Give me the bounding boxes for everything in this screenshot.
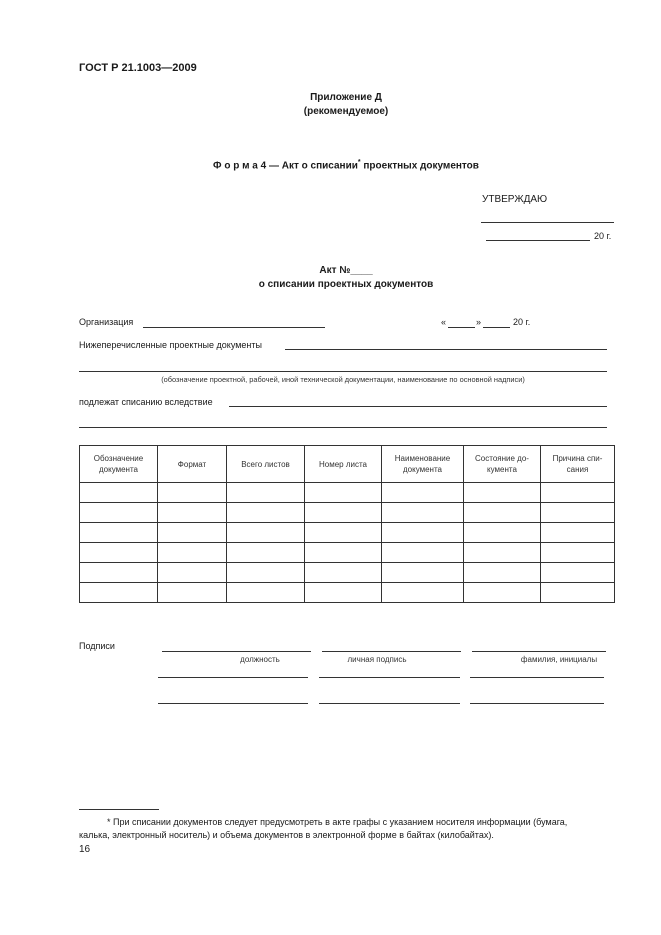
signature-position-hint: должность bbox=[240, 655, 280, 664]
signature-name-line-1[interactable] bbox=[472, 651, 606, 652]
table-cell[interactable] bbox=[80, 563, 158, 583]
organization-field[interactable] bbox=[143, 327, 325, 328]
table-cell[interactable] bbox=[227, 483, 305, 503]
act-subject: о списании проектных документов bbox=[258, 279, 434, 290]
date-open-quote: « bbox=[441, 317, 447, 327]
footnote-mark: * bbox=[357, 159, 361, 166]
date-day-field[interactable] bbox=[448, 327, 475, 328]
form-title-suffix: проектных документов bbox=[360, 160, 479, 172]
standard-number: ГОСТ Р 21.1003—2009 bbox=[79, 62, 197, 74]
date-month-field[interactable] bbox=[483, 327, 510, 328]
act-number: Акт №____ bbox=[319, 265, 373, 276]
table-cell[interactable] bbox=[382, 503, 464, 523]
table-cell[interactable] bbox=[541, 543, 615, 563]
table-cell[interactable] bbox=[158, 543, 227, 563]
signature-position-line-2[interactable] bbox=[158, 677, 308, 678]
table-cell[interactable] bbox=[227, 543, 305, 563]
documents-table bbox=[79, 445, 615, 603]
signatures-label: Подписи bbox=[79, 641, 115, 651]
organization-label: Организация bbox=[79, 317, 134, 327]
footnote-line-2: калька, электронный носитель) и объема документов в электронной форме в байтах (килобайтах). bbox=[79, 830, 494, 840]
documents-field[interactable] bbox=[285, 349, 607, 350]
table-cell[interactable] bbox=[382, 543, 464, 563]
col-total-sheets: Всего листов bbox=[227, 446, 305, 483]
table-cell[interactable] bbox=[305, 483, 382, 503]
table-row bbox=[80, 563, 615, 583]
table-cell[interactable] bbox=[382, 523, 464, 543]
table-cell[interactable] bbox=[80, 503, 158, 523]
table-row bbox=[80, 583, 615, 603]
signature-sign-line-1[interactable] bbox=[322, 651, 461, 652]
table-cell[interactable] bbox=[158, 503, 227, 523]
table-cell[interactable] bbox=[382, 563, 464, 583]
table-cell[interactable] bbox=[541, 503, 615, 523]
table-cell[interactable] bbox=[305, 583, 382, 603]
date-year: 20 г. bbox=[513, 317, 531, 327]
appendix-subtitle: (рекомендуемое) bbox=[303, 106, 389, 117]
table-cell[interactable] bbox=[227, 523, 305, 543]
table-cell[interactable] bbox=[464, 543, 541, 563]
table-cell[interactable] bbox=[227, 583, 305, 603]
table-cell[interactable] bbox=[541, 483, 615, 503]
table-cell[interactable] bbox=[305, 563, 382, 583]
footnote-line-1: * При списании документов следует предусмотреть в акте графы с указанием носителя информации (бумага, bbox=[107, 817, 568, 827]
signature-sign-hint: личная подпись bbox=[347, 655, 407, 664]
approve-date-line bbox=[486, 240, 590, 241]
table-row bbox=[80, 523, 615, 543]
table-body bbox=[80, 483, 615, 603]
table-cell[interactable] bbox=[305, 543, 382, 563]
table-cell[interactable] bbox=[80, 543, 158, 563]
col-reason: Причина спи- сания bbox=[541, 446, 615, 483]
table-cell[interactable] bbox=[541, 583, 615, 603]
date-close-quote: » bbox=[476, 317, 482, 327]
documents-label: Нижеперечисленные проектные документы bbox=[79, 340, 262, 350]
documents-hint: (обозначение проектной, рабочей, иной технической документации, наименование по основной надписи) bbox=[161, 375, 525, 384]
reason-field[interactable] bbox=[229, 406, 607, 407]
table-row bbox=[80, 483, 615, 503]
page-number: 16 bbox=[79, 844, 91, 855]
col-designation: Обозначение документа bbox=[80, 446, 158, 483]
reason-label: подлежат списанию вследствие bbox=[79, 397, 213, 407]
col-format: Формат bbox=[158, 446, 227, 483]
table-cell[interactable] bbox=[382, 583, 464, 603]
signature-position-line-3[interactable] bbox=[158, 703, 308, 704]
table-cell[interactable] bbox=[158, 563, 227, 583]
table-cell[interactable] bbox=[305, 503, 382, 523]
table-cell[interactable] bbox=[382, 483, 464, 503]
table-header-row bbox=[80, 446, 615, 483]
table-cell[interactable] bbox=[464, 523, 541, 543]
table-cell[interactable] bbox=[80, 523, 158, 543]
approve-signature-line bbox=[481, 222, 614, 223]
footnote-separator bbox=[79, 809, 159, 810]
table-cell[interactable] bbox=[227, 563, 305, 583]
signature-sign-line-2[interactable] bbox=[319, 677, 460, 678]
col-condition: Состояние до- кумента bbox=[464, 446, 541, 483]
signature-name-hint: фамилия, инициалы bbox=[520, 655, 598, 664]
table-cell[interactable] bbox=[80, 483, 158, 503]
table-cell[interactable] bbox=[464, 583, 541, 603]
appendix-title: Приложение Д bbox=[310, 92, 382, 103]
table-cell[interactable] bbox=[158, 523, 227, 543]
form-title-prefix: Ф о р м а 4 — Акт о списании bbox=[213, 160, 358, 172]
table-row bbox=[80, 543, 615, 563]
col-name: Наименование документа bbox=[382, 446, 464, 483]
table-cell[interactable] bbox=[464, 483, 541, 503]
table-cell[interactable] bbox=[541, 563, 615, 583]
signature-position-line-1[interactable] bbox=[162, 651, 311, 652]
signature-sign-line-3[interactable] bbox=[319, 703, 460, 704]
table-cell[interactable] bbox=[80, 583, 158, 603]
signature-name-line-2[interactable] bbox=[470, 677, 604, 678]
table-cell[interactable] bbox=[305, 523, 382, 543]
approve-label: УТВЕРЖДАЮ bbox=[482, 194, 548, 205]
table-cell[interactable] bbox=[464, 503, 541, 523]
col-sheet-number: Номер листа bbox=[305, 446, 382, 483]
approve-year: 20 г. bbox=[594, 231, 612, 241]
table-cell[interactable] bbox=[158, 583, 227, 603]
table-cell[interactable] bbox=[464, 563, 541, 583]
documents-field-continued[interactable] bbox=[79, 371, 607, 372]
signature-name-line-3[interactable] bbox=[470, 703, 604, 704]
form-title bbox=[0, 159, 661, 171]
table-cell[interactable] bbox=[227, 503, 305, 523]
table-cell[interactable] bbox=[158, 483, 227, 503]
table-cell[interactable] bbox=[541, 523, 615, 543]
reason-field-continued[interactable] bbox=[79, 427, 607, 428]
table-row bbox=[80, 503, 615, 523]
